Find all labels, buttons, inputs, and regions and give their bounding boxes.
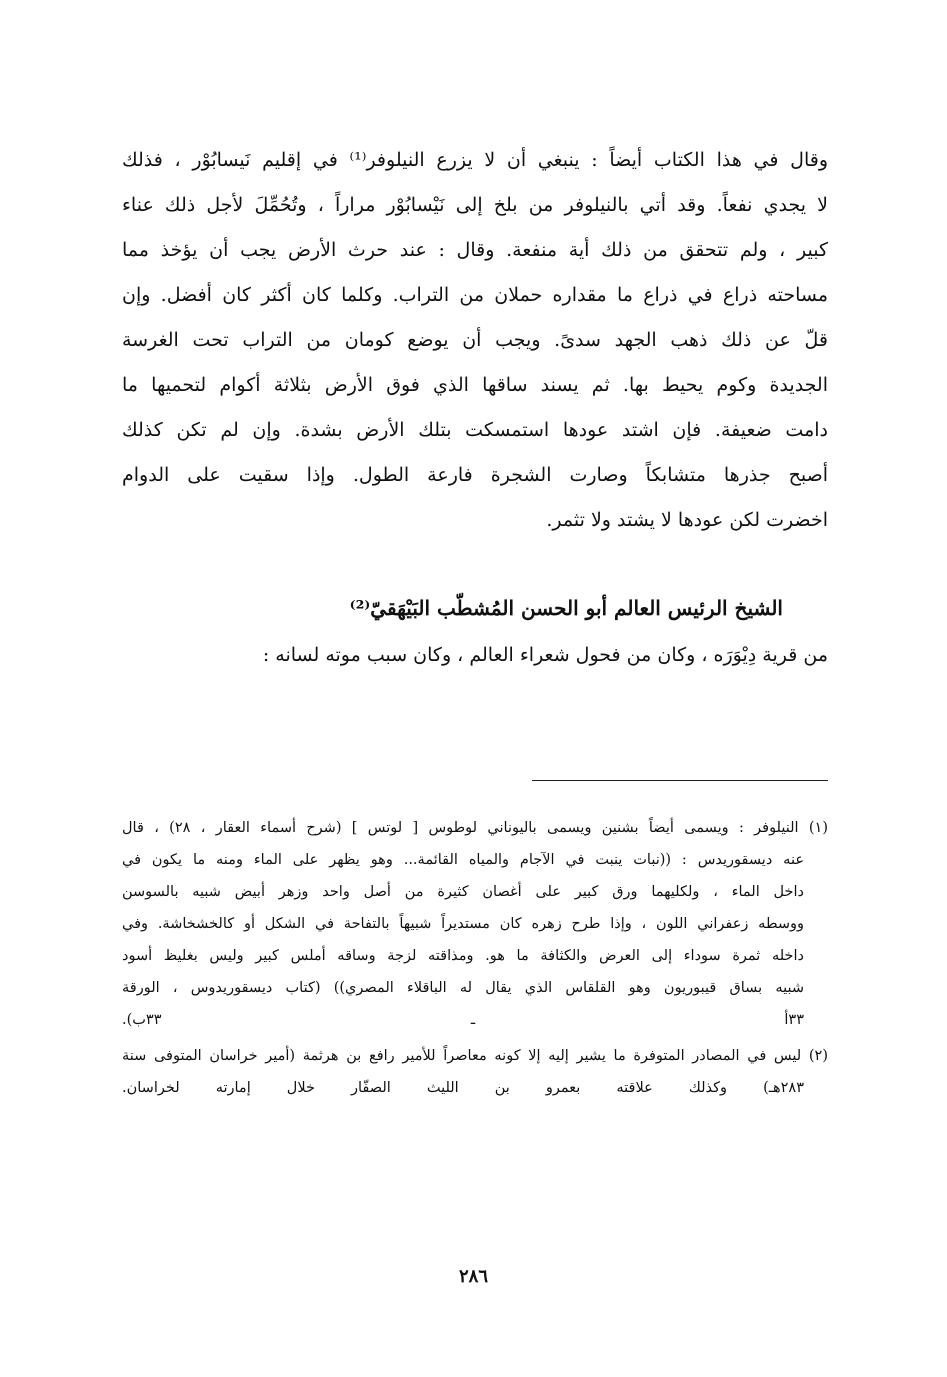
footnote-line: ٣٣أ ـ ٣٣ب). (122, 1012, 804, 1028)
footnote-line: ووسطه زعفراني اللون ، وإذا طرح زهره كان مستديراً شبيهاً بالتفاحة في الشكل أو كالخشخاشة. وفي (122, 916, 804, 932)
page-number: ٢٨٦ (458, 1266, 488, 1287)
body-line: وقال في هذا الكتاب أيضاً : ينبغي أن لا يزرع النيلوفر⁽¹⁾ في إقليم نَيسابُوْر ، فذلك (122, 149, 829, 171)
footnote-line: عنه ديسقوريدس : ((نبات ينبت في الآجام والمياه القائمة... وهو يظهر على الماء ومنه ما يكون في (122, 852, 804, 868)
body-line: الجديدة وكوم يحيط بها. ثم يسند ساقها الذي فوق الأرض بثلاثة أكوام لتحميها ما (122, 374, 828, 396)
footnote-line: داخله ثمرة سوداء إلى العرض والكثافة ما هو. ومذاقته لزجة وساقه أملس كبير وليس بغليظ أسود (122, 948, 804, 964)
body-line: من قرية دِيْوَرَه ، وكان من فحول شعراء العالم ، وكان سبب موته لسانه : (262, 644, 828, 666)
body-line: قلّ عن ذلك ذهب الجهد سدىً. ويجب أن يوضع كومان من التراب تحت الغرسة (122, 329, 828, 351)
body-line: أصبح جذرها متشابكاً وصارت الشجرة فارعة الطول. وإذا سقيت على الدوام (122, 464, 828, 486)
footnote-line: (٢) ليس في المصادر المتوفرة ما يشير إليه إلا كونه معاصراً للأمير رافع بن هرثمة (أمير خراسان المتوفى سنة (122, 1048, 828, 1064)
footnote-line: ٢٨٣هـ) وكذلك علاقته بعمرو بن الليث الصفّار خلال إمارته لخراسان. (122, 1080, 804, 1096)
footnote-line: (١) النيلوفر : ويسمى أيضاً بشنين ويسمى باليوناني لوطوس [ لوتس ] (شرح أسماء العقار ، ٢٨) ، قال (122, 820, 828, 836)
body-line: دامت ضعيفة. فإن اشتد عودها استمسكت بتلك الأرض بشدة. وإن لم تكن كذلك (122, 419, 828, 441)
footnote-divider (532, 780, 828, 781)
body-line: اخضرت لكن عودها لا يشتد ولا تثمر. (546, 509, 828, 531)
footnote-line: داخل الماء ، ولكليهما ورق كبير على أغصان كثيرة من أصل واحد وزهر أبيض شبيه بالسوسن (122, 884, 804, 900)
section-heading: الشيخ الرئيس العالم أبو الحسن المُشطّب البَيْهَقيّ⁽²⁾ (349, 596, 783, 620)
body-line: مساحته ذراع في ذراع ما مقداره حملان من التراب. وكلما كان أكثر كان أفضل. وإن (122, 284, 828, 306)
body-line: كبير ، ولم تتحقق من ذلك أية منفعة. وقال : عند حرث الأرض يجب أن يؤخذ مما (122, 239, 828, 261)
body-line: لا يجدي نفعاً. وقد أتي بالنيلوفر من بلخ إلى نَيْسابُوْر مراراً ، وتُحُمِّلَ لأجل ذلك عناء (122, 194, 828, 216)
footnote-line: شبيه بساق قيبوريون وهو القلقاس الذي يقال له الباقلاء المصري)) (كتاب ديسقوريدوس ، الورقة (122, 980, 804, 996)
